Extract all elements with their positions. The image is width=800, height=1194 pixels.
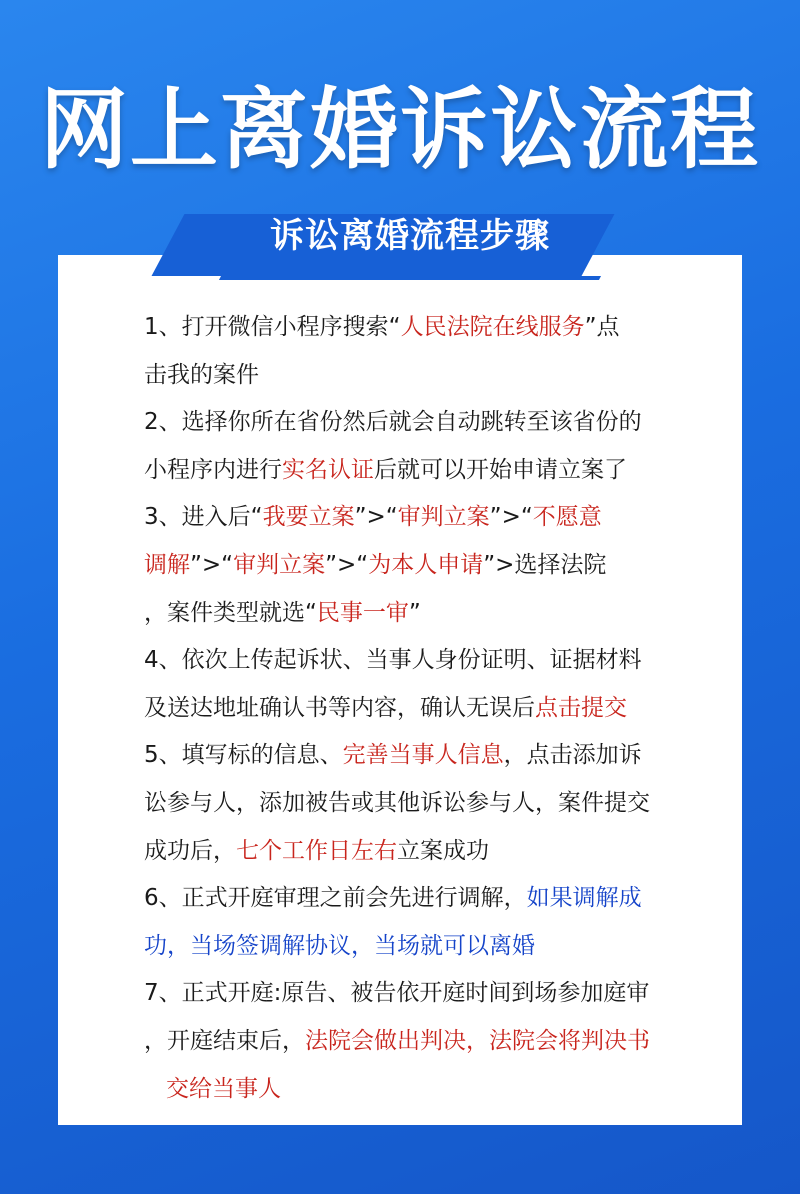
highlight-text: 我要立案 [262,504,355,531]
step-line [144,447,664,495]
step-item [144,494,664,637]
step-text: 1、打开微信小程序搜索“ [144,314,401,340]
step-line [144,923,664,971]
highlight-text: 法院会做出判决，法院会将判决书 [305,1027,650,1054]
step-text: 2、选择你所在省份然后就会自动跳转至该省份的 [144,409,642,436]
step-line [144,304,664,352]
step-text: ”>选择法院 [483,551,607,578]
step-item [144,732,664,875]
steps-list [144,304,664,1113]
highlight-text: 交给当事人 [166,1075,281,1102]
step-line [144,685,664,733]
highlight-text: 实名认证 [282,456,374,483]
step-line [144,637,664,685]
step-line [144,1018,664,1066]
highlight-text: 功，当场签调解协议，当场就可以离婚 [144,932,535,959]
highlight-text: 人民法院在线服务 [400,314,585,340]
step-line [144,780,664,828]
step-text: 4、依次上传起诉状、当事人身份证明、证据材料 [144,647,642,674]
step-line [144,352,664,400]
step-text: ”>“ [489,504,533,531]
step-text: 6、正式开庭审理之前会先进行调解， [144,885,527,912]
page-title: 网上离婚诉讼流程 [39,78,760,181]
step-line [144,542,664,590]
highlight-text: 审判立案 [233,551,326,578]
step-text: 及送达地址确认书等内容，确认无误后 [144,694,535,721]
step-text: ”>“ [190,551,234,578]
step-text: ，开庭结束后， [144,1027,305,1054]
highlight-text: 审判立案 [397,504,490,531]
step-text: ”点 [584,314,620,340]
step-item [144,970,664,1113]
step-line [144,590,664,638]
step-text: ，点击添加诉 [503,742,642,769]
highlight-text: 为本人申请 [368,551,484,578]
highlight-text: 调解 [144,551,190,578]
step-item [144,399,664,494]
step-text: 5、填写标的信息、 [144,742,343,769]
step-line [144,875,664,923]
subtitle-banner-underline [219,276,601,280]
highlight-text: 民事一审 [316,599,409,626]
step-line [144,494,664,542]
step-item [144,637,664,732]
highlight-text: 不愿意 [532,504,602,531]
subtitle-banner: 诉讼离婚流程步骤 [270,216,550,256]
step-text: 讼参与人，添加被告或其他诉讼参与人，案件提交 [144,789,650,816]
step-text: 立案成功 [397,837,489,864]
step-text: 成功后， [144,837,236,864]
step-text: ”>“ [325,551,369,578]
step-item [144,304,664,399]
step-text: 3、进入后“ [144,504,263,531]
step-text: ”>“ [354,504,398,531]
step-line [144,1066,664,1114]
step-item [144,875,664,970]
highlight-text: 七个工作日左右 [236,837,397,864]
step-line [144,732,664,780]
step-text: ” [408,599,421,626]
highlight-text: 点击提交 [535,694,627,721]
highlight-text: 完善当事人信息 [342,742,504,769]
step-text: ，案件类型就选“ [144,599,317,626]
step-line [144,399,664,447]
step-text: 7、正式开庭:原告、被告依开庭时间到场参加庭审 [144,980,650,1007]
step-text: 小程序内进行 [144,456,282,483]
step-line [144,828,664,876]
step-text: 后就可以开始申请立案了 [374,456,627,483]
highlight-text: 如果调解成 [526,885,642,912]
step-text: 击我的案件 [144,361,259,388]
step-line [144,970,664,1018]
